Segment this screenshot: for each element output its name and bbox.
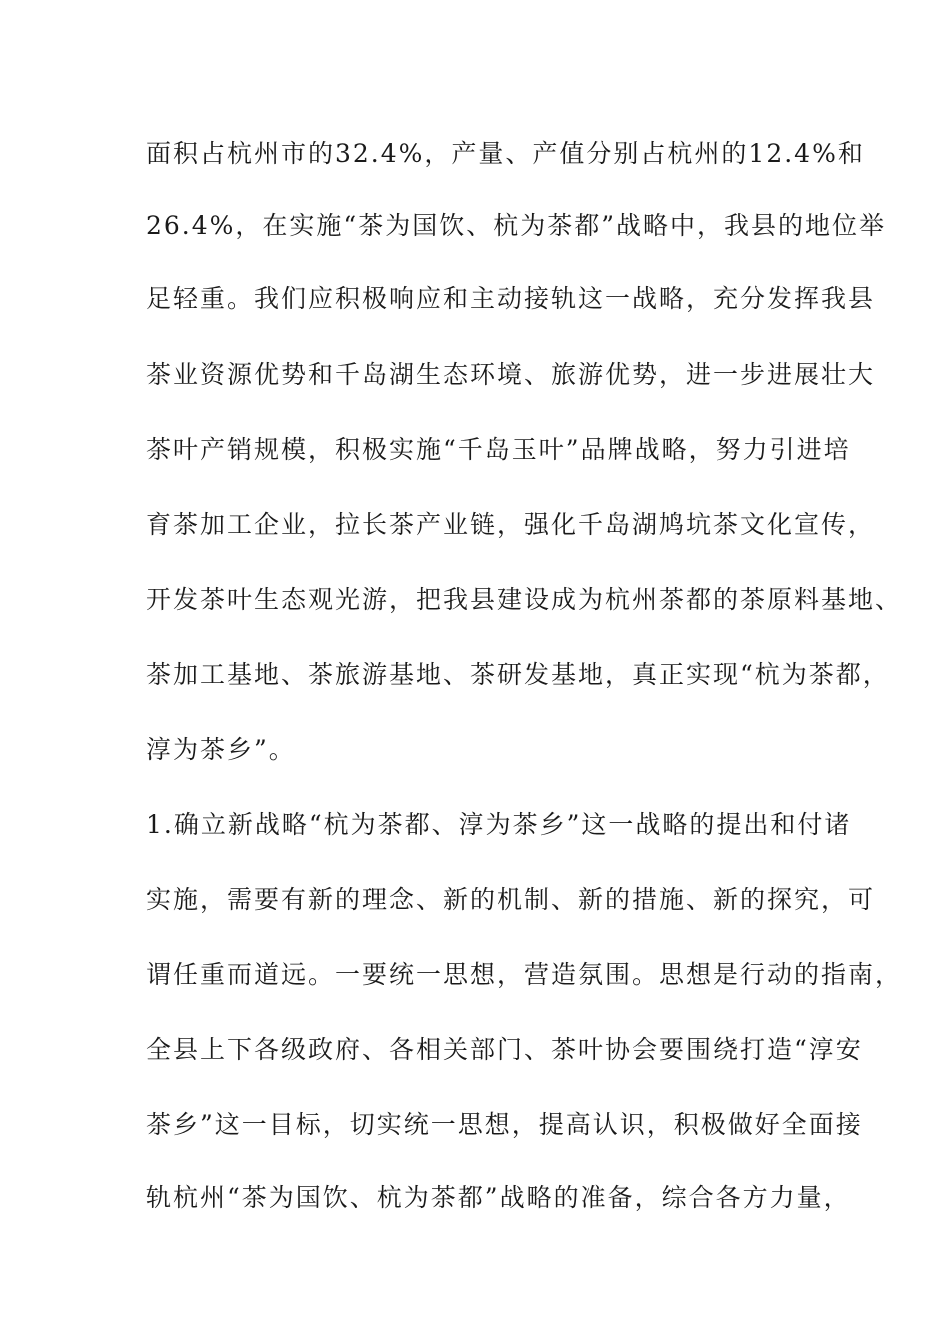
text-line: 全县上下各级政府、各相关部门、茶叶协会要围绕打造“淳安 — [146, 1035, 863, 1064]
text-line: 育茶加工企业，拉长茶产业链，强化千岛湖鸠坑茶文化宣传， — [146, 510, 876, 539]
text-line: 茶乡”这一目标，切实统一思想，提高认识，积极做好全面接 — [146, 1110, 863, 1139]
text-line: 茶业资源优势和千岛湖生态环境、旅游优势，进一步进展壮大 — [146, 360, 876, 389]
text-line: 1.确立新战略“杭为茶都、淳为茶乡”这一战略的提出和付诸 — [146, 810, 852, 839]
text-line: 开发茶叶生态观光游，把我县建设成为杭州茶都的茶原料基地、 — [146, 585, 903, 614]
text-line: 实施，需要有新的理念、新的机制、新的措施、新的探究，可 — [146, 885, 876, 914]
text-line: 淳为茶乡”。 — [146, 735, 296, 764]
text-line: 足轻重。我们应积极响应和主动接轨这一战略，充分发挥我县 — [146, 284, 876, 313]
text-line: 轨杭州“茶为国饮、杭为茶都”战略的准备，综合各方力量， — [146, 1183, 851, 1212]
text-line: 茶加工基地、茶旅游基地、茶研发基地，真正实现“杭为茶都， — [146, 660, 890, 689]
text-line: 26.4%，在实施“茶为国饮、杭为茶都”战略中，我县的地位举 — [146, 211, 886, 240]
text-line: 谓任重而道远。一要统一思想，营造氛围。思想是行动的指南， — [146, 960, 903, 989]
text-line: 茶叶产销规模，积极实施“千岛玉叶”品牌战略，努力引进培 — [146, 435, 851, 464]
text-line: 面积占杭州市的32.4%，产量、产值分别占杭州的12.4%和 — [146, 139, 865, 168]
